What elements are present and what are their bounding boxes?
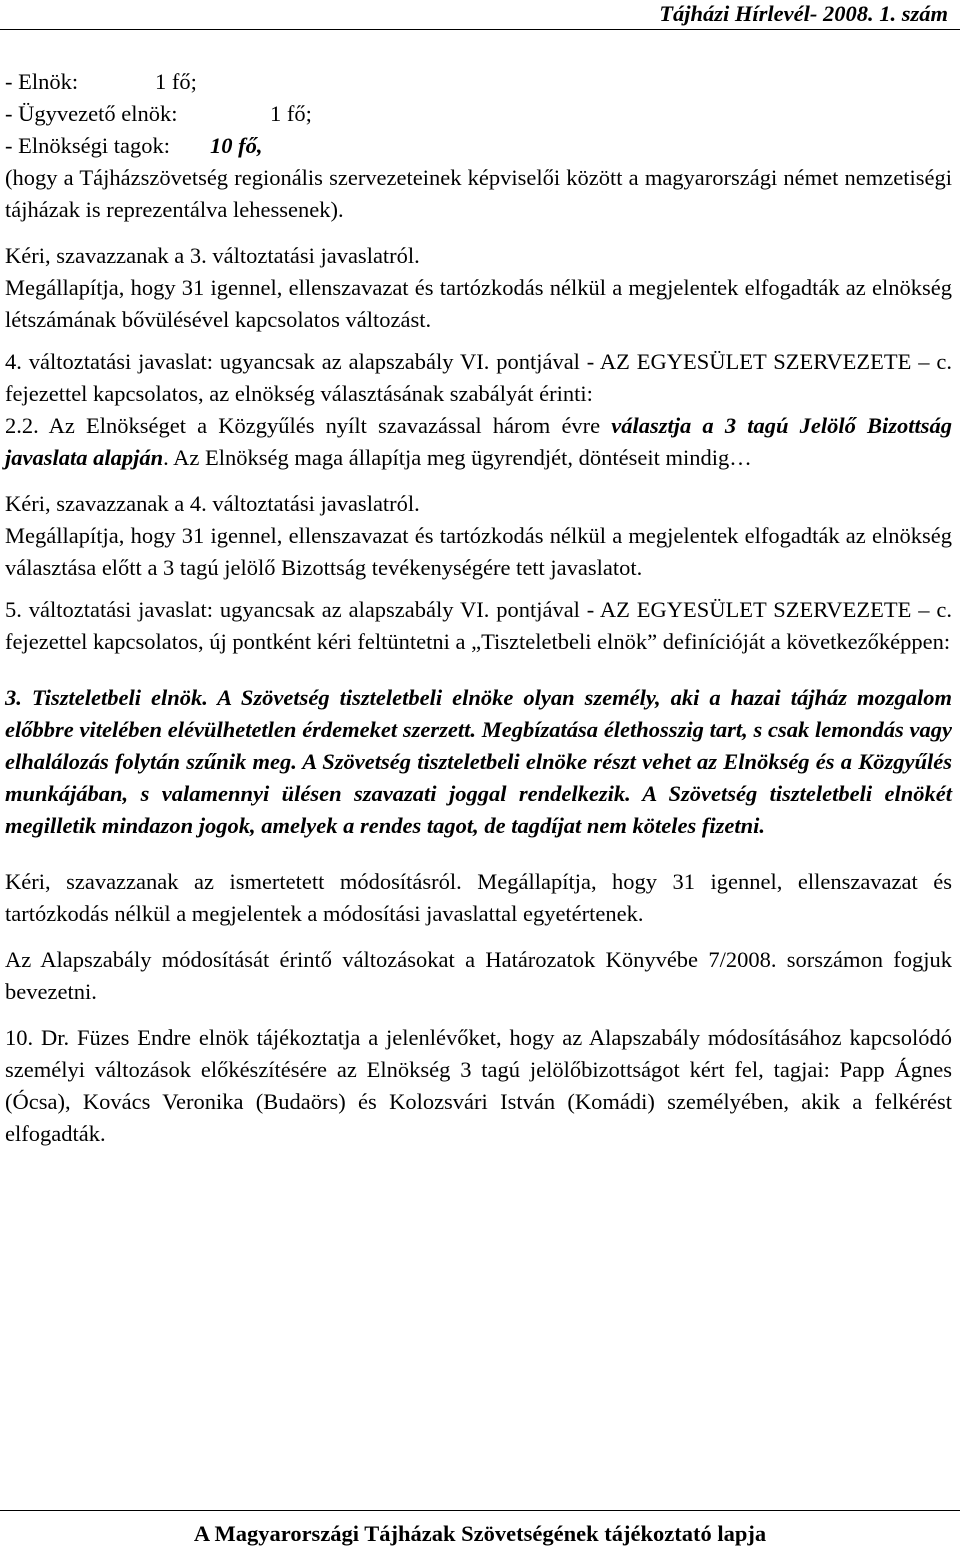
page-header: [0, 0, 960, 32]
rule-emphasis: választja a 3 tagú Jelölő Bizottság javaslata alapján: [5, 413, 953, 470]
member-role: - Ügyvezető elnök:: [5, 101, 178, 126]
list-item: [5, 130, 952, 162]
paragraph-vote-4: Kéri, szavazzanak a 4. változtatási javaslatról.: [5, 491, 420, 516]
paragraph-rule-2-2: [5, 410, 952, 474]
paragraph-final-vote: Kéri, szavazzanak az ismertetett módosításról. Megállapítja, hogy 31 igennel, ellenszavazat és tartózkodás nélkül a megjelentek a módosítási javaslattal egyetértenek.: [5, 869, 952, 926]
paragraph-result-4: Megállapítja, hogy 31 igennel, ellenszavazat és tartózkodás nélkül a megjelentek elfogadták az elnökség választása előtt a 3 tagú jelölő Bizottság tevékenységére tett javaslatot.: [5, 523, 952, 580]
paragraph-proposal-5: 5. változtatási javaslat: ugyancsak az alapszabály VI. pontjával - AZ EGYESÜLET SZERVEZETE – c. fejezettel kapcsolatos, új pontként kéri feltüntetni a „Tiszteletbeli elnök” definícióját a következőképpen:: [5, 597, 952, 654]
page-content: [5, 66, 952, 1150]
member-role: - Elnökségi tagok:: [5, 133, 170, 158]
page-footer: [0, 1510, 960, 1555]
member-list: [5, 66, 952, 162]
paragraph-vote-3: Kéri, szavazzanak a 3. változtatási javaslatról.: [5, 243, 420, 268]
newsletter-title: Tájházi Hírlevél- 2008. 1. szám: [659, 1, 948, 26]
member-count: 10 fő,: [210, 133, 263, 158]
member-count: 1 fő;: [155, 69, 197, 94]
paragraph-representation: (hogy a Tájházszövetség regionális szervezeteinek képviselői között a magyarországi német nemzetiségi tájházak is reprezentálva lehessenek).: [5, 165, 952, 222]
list-item: [5, 66, 952, 98]
paragraph-item-10: 10. Dr. Füzes Endre elnök tájékoztatja a jelenlévőket, hogy az Alapszabály módosításához kapcsolódó személyi változások előkészítésére az Elnökség 3 tagú jelölőbizottságot kért fel, tagjai: Papp Ágnes (Ócsa), Kovács Veronika (Budaörs) és Kolozsvári István (Komádi) személyében, akik a felkérést elfogadták.: [5, 1025, 952, 1146]
footer-rule: [0, 1510, 960, 1511]
member-role: - Elnök:: [5, 69, 79, 94]
header-rule: [0, 29, 960, 30]
member-count: 1 fő;: [270, 101, 312, 126]
paragraph-result-3: Megállapítja, hogy 31 igennel, ellenszavazat és tartózkodás nélkül a megjelentek elfogadták az elnökség létszámának bővülésével kapcsolatos változást.: [5, 275, 952, 332]
rule-text: . Az Elnökség maga állapítja meg ügyrendjét, döntéseit mindig…: [163, 445, 752, 470]
footer-title: A Magyarországi Tájházak Szövetségének tájékoztató lapja: [193, 1521, 767, 1546]
paragraph-honorary-president: 3. Tiszteletbeli elnök. A Szövetség tiszteletbeli elnöke olyan személy, aki a hazai tájház mozgalom előbbre vitelében elévülhetetlen érdemeket szerzett. Megbízatása élethosszig tart, s csak lemondás vagy elhalálozás folytán szűnik meg. A Szövetség tiszteletbeli elnöke részt vehet az Elnökség és a Közgyűlés munkájában, s valamennyi ülésen szavazati joggal rendelkezik. A Szövetség tiszteletbeli elnökét megilletik mindazon jogok, amelyek a rendes tagot, de tagdíjat nem köteles fizetni.: [5, 685, 952, 838]
paragraph-resolution-book: Az Alapszabály módosítását érintő változásokat a Határozatok Könyvébe 7/2008. sorszámon fogjuk bevezetni.: [5, 947, 952, 1004]
paragraph-proposal-4: 4. változtatási javaslat: ugyancsak az alapszabály VI. pontjával - AZ EGYESÜLET SZERVEZETE – c. fejezettel kapcsolatos, az elnökség választásának szabályát érinti:: [5, 349, 952, 406]
rule-text: 2.2. Az Elnökséget a Közgyűlés nyílt szavazással három évre: [5, 413, 612, 438]
list-item: [5, 98, 952, 130]
